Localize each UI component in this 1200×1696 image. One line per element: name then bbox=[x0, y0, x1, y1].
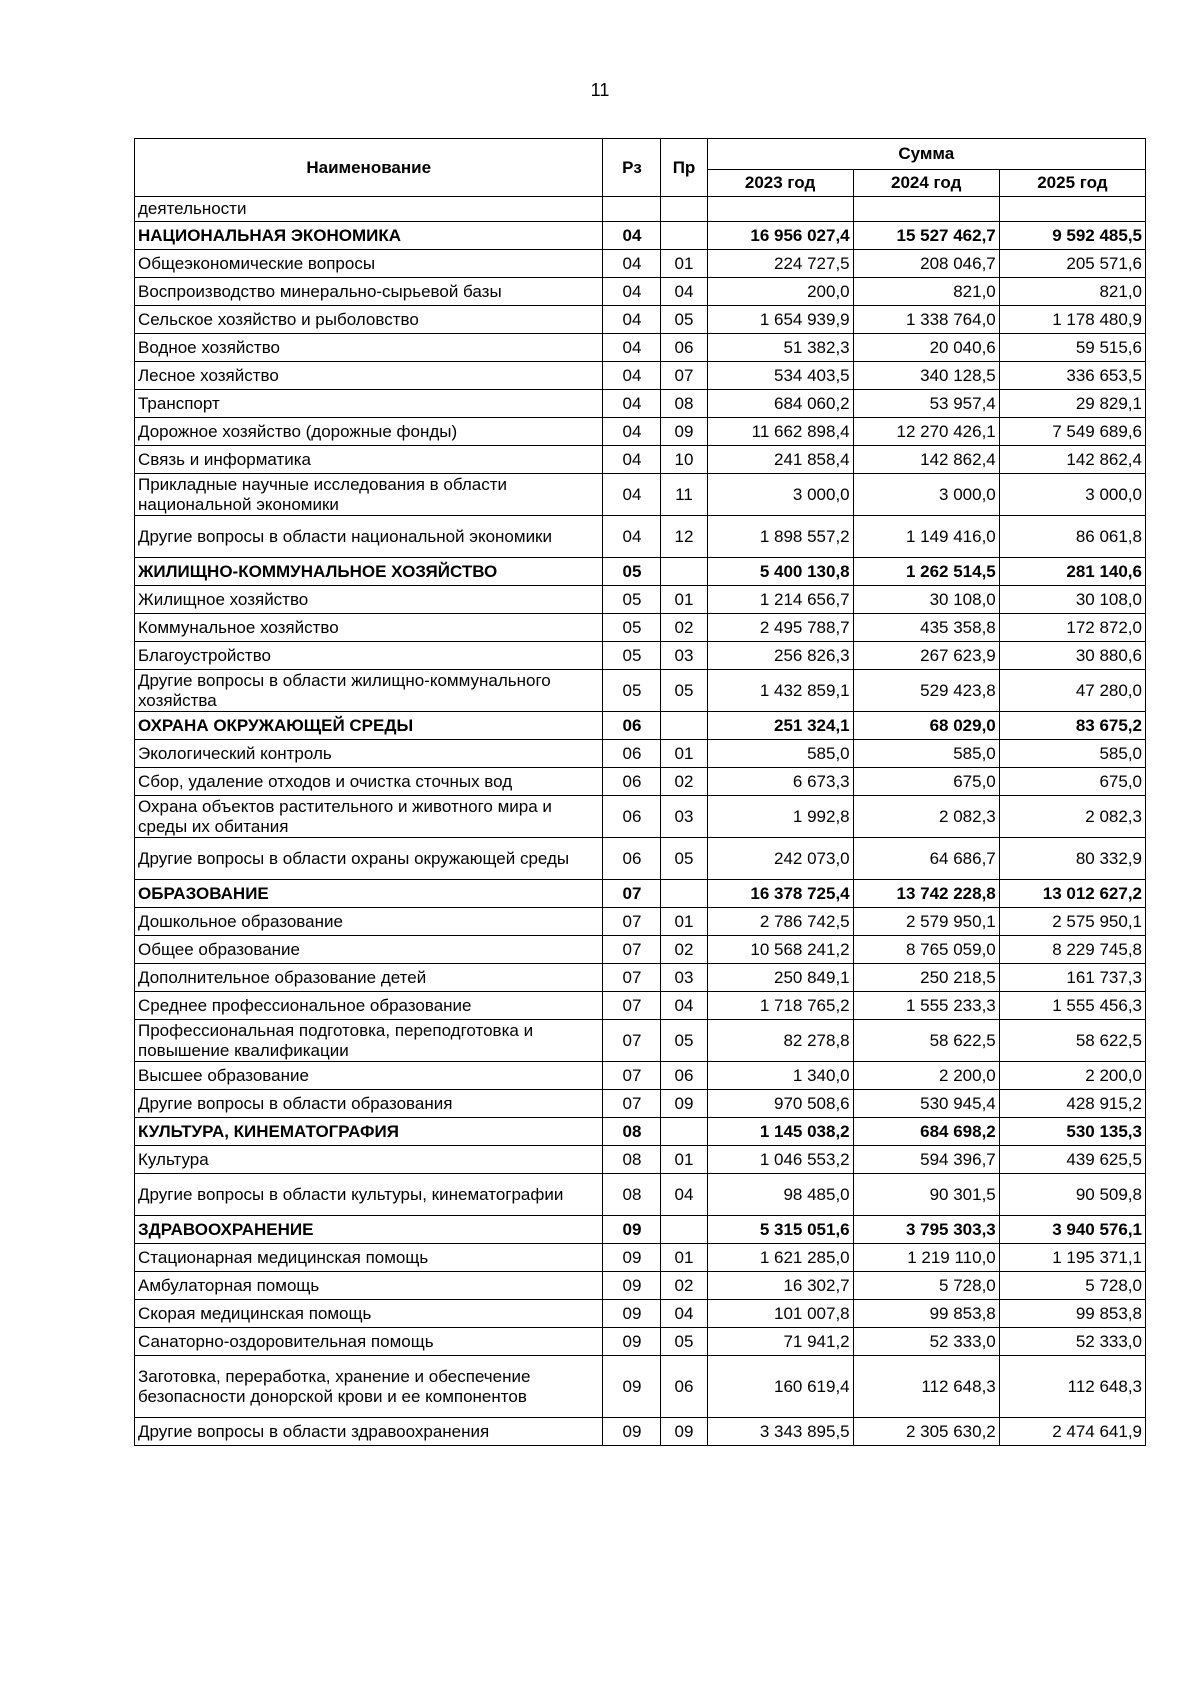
sum-2025-cell: 1 178 480,9 bbox=[999, 306, 1145, 334]
pr-cell: 02 bbox=[661, 768, 707, 796]
rz-cell bbox=[603, 197, 661, 222]
rz-cell: 06 bbox=[603, 768, 661, 796]
table-row bbox=[135, 516, 1146, 558]
sum-2023-cell: 3 343 895,5 bbox=[707, 1418, 853, 1446]
table-row bbox=[135, 197, 1146, 222]
rz-cell: 07 bbox=[603, 1020, 661, 1062]
pr-cell bbox=[661, 712, 707, 740]
name-cell: Профессиональная подготовка, переподготовка и повышение квалификации bbox=[135, 1020, 603, 1062]
table-row bbox=[135, 936, 1146, 964]
sum-2025-cell: 3 000,0 bbox=[999, 474, 1145, 516]
sum-2025-cell: 821,0 bbox=[999, 278, 1145, 306]
table-row bbox=[135, 768, 1146, 796]
sum-2023-cell: 1 046 553,2 bbox=[707, 1146, 853, 1174]
table-row bbox=[135, 670, 1146, 712]
pr-cell: 02 bbox=[661, 1272, 707, 1300]
pr-cell: 10 bbox=[661, 446, 707, 474]
sum-2023-cell: 3 000,0 bbox=[707, 474, 853, 516]
name-cell: Высшее образование bbox=[135, 1062, 603, 1090]
sum-2024-cell: 340 128,5 bbox=[853, 362, 999, 390]
sum-2023-cell: 11 662 898,4 bbox=[707, 418, 853, 446]
rz-cell: 06 bbox=[603, 740, 661, 768]
rz-cell: 07 bbox=[603, 908, 661, 936]
pr-cell: 04 bbox=[661, 278, 707, 306]
table-body bbox=[135, 197, 1146, 1446]
name-cell: Прикладные научные исследования в области национальной экономики bbox=[135, 474, 603, 516]
rz-cell: 04 bbox=[603, 306, 661, 334]
table-row bbox=[135, 992, 1146, 1020]
sum-2025-cell: 112 648,3 bbox=[999, 1356, 1145, 1418]
table-row bbox=[135, 362, 1146, 390]
sum-2023-cell: 684 060,2 bbox=[707, 390, 853, 418]
sum-2024-cell: 2 082,3 bbox=[853, 796, 999, 838]
sum-2024-cell: 2 305 630,2 bbox=[853, 1418, 999, 1446]
name-cell: Санаторно-оздоровительная помощь bbox=[135, 1328, 603, 1356]
sum-2024-cell: 8 765 059,0 bbox=[853, 936, 999, 964]
name-cell: Транспорт bbox=[135, 390, 603, 418]
rz-cell: 06 bbox=[603, 712, 661, 740]
name-cell: Стационарная медицинская помощь bbox=[135, 1244, 603, 1272]
sum-2023-cell: 250 849,1 bbox=[707, 964, 853, 992]
name-cell: Жилищное хозяйство bbox=[135, 586, 603, 614]
pr-cell bbox=[661, 880, 707, 908]
table-row bbox=[135, 740, 1146, 768]
table-row bbox=[135, 1328, 1146, 1356]
rz-cell: 07 bbox=[603, 936, 661, 964]
sum-2023-cell: 534 403,5 bbox=[707, 362, 853, 390]
sum-2023-cell: 1 432 859,1 bbox=[707, 670, 853, 712]
sum-2023-cell: 2 495 788,7 bbox=[707, 614, 853, 642]
name-cell: Другие вопросы в области охраны окружающей среды bbox=[135, 838, 603, 880]
sum-2023-cell: 970 508,6 bbox=[707, 1090, 853, 1118]
sum-2023-cell: 6 673,3 bbox=[707, 768, 853, 796]
rz-cell: 09 bbox=[603, 1328, 661, 1356]
sum-2023-cell: 251 324,1 bbox=[707, 712, 853, 740]
pr-cell bbox=[661, 197, 707, 222]
sum-2024-cell: 68 029,0 bbox=[853, 712, 999, 740]
rz-cell: 06 bbox=[603, 838, 661, 880]
sum-2024-cell: 1 338 764,0 bbox=[853, 306, 999, 334]
pr-cell: 01 bbox=[661, 586, 707, 614]
name-cell: Экологический контроль bbox=[135, 740, 603, 768]
sum-2025-cell: 675,0 bbox=[999, 768, 1145, 796]
sum-2024-cell: 208 046,7 bbox=[853, 250, 999, 278]
sum-2025-cell: 29 829,1 bbox=[999, 390, 1145, 418]
sum-2023-cell: 82 278,8 bbox=[707, 1020, 853, 1062]
sum-2025-cell: 83 675,2 bbox=[999, 712, 1145, 740]
name-cell: Культура bbox=[135, 1146, 603, 1174]
rz-cell: 09 bbox=[603, 1216, 661, 1244]
pr-cell: 05 bbox=[661, 1328, 707, 1356]
pr-cell: 06 bbox=[661, 334, 707, 362]
sum-2024-cell: 594 396,7 bbox=[853, 1146, 999, 1174]
table-row bbox=[135, 1356, 1146, 1418]
sum-2023-cell: 16 956 027,4 bbox=[707, 222, 853, 250]
sum-2024-cell: 1 149 416,0 bbox=[853, 516, 999, 558]
rz-cell: 09 bbox=[603, 1272, 661, 1300]
table-row bbox=[135, 1418, 1146, 1446]
header-year-2024: 2024 год bbox=[853, 170, 999, 197]
name-cell: ОБРАЗОВАНИЕ bbox=[135, 880, 603, 908]
name-cell: деятельности bbox=[135, 197, 603, 222]
sum-2024-cell: 435 358,8 bbox=[853, 614, 999, 642]
name-cell: Сбор, удаление отходов и очистка сточных вод bbox=[135, 768, 603, 796]
sum-2023-cell: 1 718 765,2 bbox=[707, 992, 853, 1020]
table-row bbox=[135, 1146, 1146, 1174]
pr-cell: 03 bbox=[661, 964, 707, 992]
sum-2025-cell: 99 853,8 bbox=[999, 1300, 1145, 1328]
name-cell: ОХРАНА ОКРУЖАЮЩЕЙ СРЕДЫ bbox=[135, 712, 603, 740]
pr-cell: 02 bbox=[661, 614, 707, 642]
name-cell: Дошкольное образование bbox=[135, 908, 603, 936]
sum-2023-cell: 5 315 051,6 bbox=[707, 1216, 853, 1244]
sum-2023-cell: 5 400 130,8 bbox=[707, 558, 853, 586]
sum-2025-cell: 59 515,6 bbox=[999, 334, 1145, 362]
sum-2025-cell: 585,0 bbox=[999, 740, 1145, 768]
sum-2023-cell: 1 992,8 bbox=[707, 796, 853, 838]
rz-cell: 07 bbox=[603, 964, 661, 992]
sum-2025-cell: 58 622,5 bbox=[999, 1020, 1145, 1062]
section-row bbox=[135, 222, 1146, 250]
rz-cell: 07 bbox=[603, 1090, 661, 1118]
sum-2025-cell: 1 555 456,3 bbox=[999, 992, 1145, 1020]
rz-cell: 08 bbox=[603, 1174, 661, 1216]
pr-cell: 03 bbox=[661, 796, 707, 838]
sum-2024-cell: 90 301,5 bbox=[853, 1174, 999, 1216]
sum-2025-cell: 80 332,9 bbox=[999, 838, 1145, 880]
pr-cell: 03 bbox=[661, 642, 707, 670]
rz-cell: 07 bbox=[603, 992, 661, 1020]
sum-2023-cell: 241 858,4 bbox=[707, 446, 853, 474]
sum-2025-cell bbox=[999, 197, 1145, 222]
rz-cell: 05 bbox=[603, 558, 661, 586]
sum-2024-cell: 3 000,0 bbox=[853, 474, 999, 516]
table-row bbox=[135, 586, 1146, 614]
header-name: Наименование bbox=[135, 139, 603, 197]
sum-2023-cell: 71 941,2 bbox=[707, 1328, 853, 1356]
sum-2023-cell: 16 378 725,4 bbox=[707, 880, 853, 908]
sum-2023-cell: 224 727,5 bbox=[707, 250, 853, 278]
sum-2025-cell: 47 280,0 bbox=[999, 670, 1145, 712]
sum-2024-cell: 684 698,2 bbox=[853, 1118, 999, 1146]
sum-2025-cell: 530 135,3 bbox=[999, 1118, 1145, 1146]
sum-2024-cell: 2 579 950,1 bbox=[853, 908, 999, 936]
rz-cell: 08 bbox=[603, 1118, 661, 1146]
sum-2023-cell: 160 619,4 bbox=[707, 1356, 853, 1418]
sum-2023-cell: 585,0 bbox=[707, 740, 853, 768]
table-row bbox=[135, 964, 1146, 992]
name-cell: Коммунальное хозяйство bbox=[135, 614, 603, 642]
sum-2024-cell: 142 862,4 bbox=[853, 446, 999, 474]
sum-2024-cell: 530 945,4 bbox=[853, 1090, 999, 1118]
sum-2025-cell: 428 915,2 bbox=[999, 1090, 1145, 1118]
sum-2023-cell: 256 826,3 bbox=[707, 642, 853, 670]
sum-2024-cell: 2 200,0 bbox=[853, 1062, 999, 1090]
name-cell: Дорожное хозяйство (дорожные фонды) bbox=[135, 418, 603, 446]
sum-2024-cell: 821,0 bbox=[853, 278, 999, 306]
pr-cell: 01 bbox=[661, 908, 707, 936]
sum-2025-cell: 161 737,3 bbox=[999, 964, 1145, 992]
sum-2025-cell: 2 474 641,9 bbox=[999, 1418, 1145, 1446]
pr-cell: 11 bbox=[661, 474, 707, 516]
sum-2025-cell: 30 880,6 bbox=[999, 642, 1145, 670]
table-row bbox=[135, 418, 1146, 446]
name-cell: Другие вопросы в области здравоохранения bbox=[135, 1418, 603, 1446]
pr-cell: 06 bbox=[661, 1062, 707, 1090]
header-year-2023: 2023 год bbox=[707, 170, 853, 197]
pr-cell bbox=[661, 558, 707, 586]
rz-cell: 09 bbox=[603, 1244, 661, 1272]
sum-2023-cell: 2 786 742,5 bbox=[707, 908, 853, 936]
section-row bbox=[135, 712, 1146, 740]
rz-cell: 05 bbox=[603, 586, 661, 614]
name-cell: Водное хозяйство bbox=[135, 334, 603, 362]
pr-cell: 09 bbox=[661, 418, 707, 446]
pr-cell: 05 bbox=[661, 1020, 707, 1062]
table-row bbox=[135, 1090, 1146, 1118]
section-row bbox=[135, 880, 1146, 908]
rz-cell: 05 bbox=[603, 670, 661, 712]
pr-cell: 01 bbox=[661, 740, 707, 768]
name-cell: ЖИЛИЩНО-КОММУНАЛЬНОЕ ХОЗЯЙСТВО bbox=[135, 558, 603, 586]
sum-2024-cell: 675,0 bbox=[853, 768, 999, 796]
header-pr: Пр bbox=[661, 139, 707, 197]
pr-cell bbox=[661, 222, 707, 250]
pr-cell: 08 bbox=[661, 390, 707, 418]
sum-2024-cell bbox=[853, 197, 999, 222]
pr-cell: 01 bbox=[661, 1244, 707, 1272]
rz-cell: 04 bbox=[603, 362, 661, 390]
table-row bbox=[135, 908, 1146, 936]
pr-cell: 04 bbox=[661, 1300, 707, 1328]
table-row bbox=[135, 250, 1146, 278]
table-row bbox=[135, 614, 1146, 642]
header-sum: Сумма bbox=[707, 139, 1145, 170]
header-rz: Рз bbox=[603, 139, 661, 197]
name-cell: Другие вопросы в области культуры, кинематографии bbox=[135, 1174, 603, 1216]
section-row bbox=[135, 558, 1146, 586]
name-cell: Среднее профессиональное образование bbox=[135, 992, 603, 1020]
sum-2024-cell: 13 742 228,8 bbox=[853, 880, 999, 908]
rz-cell: 07 bbox=[603, 1062, 661, 1090]
sum-2025-cell: 7 549 689,6 bbox=[999, 418, 1145, 446]
rz-cell: 09 bbox=[603, 1356, 661, 1418]
rz-cell: 04 bbox=[603, 250, 661, 278]
table-row bbox=[135, 390, 1146, 418]
rz-cell: 04 bbox=[603, 390, 661, 418]
pr-cell: 09 bbox=[661, 1090, 707, 1118]
sum-2023-cell: 1 145 038,2 bbox=[707, 1118, 853, 1146]
sum-2023-cell: 200,0 bbox=[707, 278, 853, 306]
name-cell: Амбулаторная помощь bbox=[135, 1272, 603, 1300]
rz-cell: 09 bbox=[603, 1300, 661, 1328]
name-cell: Другие вопросы в области образования bbox=[135, 1090, 603, 1118]
header-year-2025: 2025 год bbox=[999, 170, 1145, 197]
sum-2024-cell: 20 040,6 bbox=[853, 334, 999, 362]
pr-cell: 01 bbox=[661, 250, 707, 278]
pr-cell: 05 bbox=[661, 670, 707, 712]
pr-cell bbox=[661, 1118, 707, 1146]
name-cell: ЗДРАВООХРАНЕНИЕ bbox=[135, 1216, 603, 1244]
name-cell: КУЛЬТУРА, КИНЕМАТОГРАФИЯ bbox=[135, 1118, 603, 1146]
rz-cell: 04 bbox=[603, 474, 661, 516]
sum-2025-cell: 336 653,5 bbox=[999, 362, 1145, 390]
rz-cell: 04 bbox=[603, 334, 661, 362]
name-cell: Сельское хозяйство и рыболовство bbox=[135, 306, 603, 334]
table-row bbox=[135, 1020, 1146, 1062]
sum-2024-cell: 12 270 426,1 bbox=[853, 418, 999, 446]
sum-2023-cell: 16 302,7 bbox=[707, 1272, 853, 1300]
section-row bbox=[135, 1216, 1146, 1244]
sum-2025-cell: 2 575 950,1 bbox=[999, 908, 1145, 936]
name-cell: Охрана объектов растительного и животного мира и среды их обитания bbox=[135, 796, 603, 838]
sum-2023-cell bbox=[707, 197, 853, 222]
table-row bbox=[135, 642, 1146, 670]
sum-2024-cell: 1 262 514,5 bbox=[853, 558, 999, 586]
rz-cell: 05 bbox=[603, 642, 661, 670]
table-row bbox=[135, 1174, 1146, 1216]
sum-2025-cell: 9 592 485,5 bbox=[999, 222, 1145, 250]
name-cell: Другие вопросы в области национальной экономики bbox=[135, 516, 603, 558]
sum-2023-cell: 1 340,0 bbox=[707, 1062, 853, 1090]
rz-cell: 04 bbox=[603, 446, 661, 474]
sum-2025-cell: 2 082,3 bbox=[999, 796, 1145, 838]
table-row bbox=[135, 1062, 1146, 1090]
sum-2025-cell: 8 229 745,8 bbox=[999, 936, 1145, 964]
table-row bbox=[135, 796, 1146, 838]
sum-2024-cell: 30 108,0 bbox=[853, 586, 999, 614]
sum-2025-cell: 142 862,4 bbox=[999, 446, 1145, 474]
sum-2024-cell: 250 218,5 bbox=[853, 964, 999, 992]
sum-2024-cell: 267 623,9 bbox=[853, 642, 999, 670]
sum-2024-cell: 58 622,5 bbox=[853, 1020, 999, 1062]
sum-2025-cell: 2 200,0 bbox=[999, 1062, 1145, 1090]
pr-cell: 07 bbox=[661, 362, 707, 390]
rz-cell: 06 bbox=[603, 796, 661, 838]
table-header bbox=[135, 139, 1146, 197]
name-cell: НАЦИОНАЛЬНАЯ ЭКОНОМИКА bbox=[135, 222, 603, 250]
sum-2023-cell: 10 568 241,2 bbox=[707, 936, 853, 964]
sum-2024-cell: 53 957,4 bbox=[853, 390, 999, 418]
pr-cell: 05 bbox=[661, 838, 707, 880]
pr-cell: 04 bbox=[661, 992, 707, 1020]
sum-2023-cell: 98 485,0 bbox=[707, 1174, 853, 1216]
rz-cell: 08 bbox=[603, 1146, 661, 1174]
name-cell: Связь и информатика bbox=[135, 446, 603, 474]
name-cell: Воспроизводство минерально-сырьевой базы bbox=[135, 278, 603, 306]
sum-2024-cell: 529 423,8 bbox=[853, 670, 999, 712]
sum-2023-cell: 1 898 557,2 bbox=[707, 516, 853, 558]
sum-2023-cell: 1 621 285,0 bbox=[707, 1244, 853, 1272]
sum-2023-cell: 242 073,0 bbox=[707, 838, 853, 880]
sum-2023-cell: 1 214 656,7 bbox=[707, 586, 853, 614]
rz-cell: 04 bbox=[603, 516, 661, 558]
section-row bbox=[135, 1118, 1146, 1146]
pr-cell: 12 bbox=[661, 516, 707, 558]
rz-cell: 04 bbox=[603, 222, 661, 250]
pr-cell bbox=[661, 1216, 707, 1244]
pr-cell: 04 bbox=[661, 1174, 707, 1216]
table-row bbox=[135, 474, 1146, 516]
sum-2023-cell: 101 007,8 bbox=[707, 1300, 853, 1328]
sum-2024-cell: 5 728,0 bbox=[853, 1272, 999, 1300]
name-cell: Заготовка, переработка, хранение и обеспечение безопасности донорской крови и ее компонентов bbox=[135, 1356, 603, 1418]
name-cell: Благоустройство bbox=[135, 642, 603, 670]
sum-2025-cell: 205 571,6 bbox=[999, 250, 1145, 278]
sum-2025-cell: 13 012 627,2 bbox=[999, 880, 1145, 908]
sum-2025-cell: 281 140,6 bbox=[999, 558, 1145, 586]
sum-2025-cell: 86 061,8 bbox=[999, 516, 1145, 558]
sum-2024-cell: 3 795 303,3 bbox=[853, 1216, 999, 1244]
name-cell: Общее образование bbox=[135, 936, 603, 964]
sum-2024-cell: 15 527 462,7 bbox=[853, 222, 999, 250]
sum-2024-cell: 52 333,0 bbox=[853, 1328, 999, 1356]
sum-2023-cell: 1 654 939,9 bbox=[707, 306, 853, 334]
sum-2025-cell: 5 728,0 bbox=[999, 1272, 1145, 1300]
sum-2024-cell: 585,0 bbox=[853, 740, 999, 768]
pr-cell: 06 bbox=[661, 1356, 707, 1418]
name-cell: Лесное хозяйство bbox=[135, 362, 603, 390]
rz-cell: 05 bbox=[603, 614, 661, 642]
pr-cell: 02 bbox=[661, 936, 707, 964]
rz-cell: 04 bbox=[603, 278, 661, 306]
sum-2025-cell: 172 872,0 bbox=[999, 614, 1145, 642]
name-cell: Дополнительное образование детей bbox=[135, 964, 603, 992]
rz-cell: 07 bbox=[603, 880, 661, 908]
name-cell: Скорая медицинская помощь bbox=[135, 1300, 603, 1328]
pr-cell: 01 bbox=[661, 1146, 707, 1174]
sum-2025-cell: 3 940 576,1 bbox=[999, 1216, 1145, 1244]
pr-cell: 05 bbox=[661, 306, 707, 334]
sum-2025-cell: 90 509,8 bbox=[999, 1174, 1145, 1216]
sum-2024-cell: 99 853,8 bbox=[853, 1300, 999, 1328]
table-row bbox=[135, 278, 1146, 306]
sum-2025-cell: 30 108,0 bbox=[999, 586, 1145, 614]
name-cell: Другие вопросы в области жилищно-коммунального хозяйства bbox=[135, 670, 603, 712]
rz-cell: 09 bbox=[603, 1418, 661, 1446]
sum-2025-cell: 439 625,5 bbox=[999, 1146, 1145, 1174]
table-row bbox=[135, 334, 1146, 362]
budget-table bbox=[134, 138, 1146, 1446]
sum-2024-cell: 1 555 233,3 bbox=[853, 992, 999, 1020]
table-row bbox=[135, 446, 1146, 474]
name-cell: Общеэкономические вопросы bbox=[135, 250, 603, 278]
table-row bbox=[135, 1244, 1146, 1272]
table-row bbox=[135, 1300, 1146, 1328]
pr-cell: 09 bbox=[661, 1418, 707, 1446]
table-row bbox=[135, 1272, 1146, 1300]
rz-cell: 04 bbox=[603, 418, 661, 446]
sum-2024-cell: 1 219 110,0 bbox=[853, 1244, 999, 1272]
sum-2025-cell: 52 333,0 bbox=[999, 1328, 1145, 1356]
table-row bbox=[135, 838, 1146, 880]
table-row bbox=[135, 306, 1146, 334]
page-number: 11 bbox=[590, 80, 610, 100]
sum-2024-cell: 112 648,3 bbox=[853, 1356, 999, 1418]
sum-2025-cell: 1 195 371,1 bbox=[999, 1244, 1145, 1272]
sum-2024-cell: 64 686,7 bbox=[853, 838, 999, 880]
sum-2023-cell: 51 382,3 bbox=[707, 334, 853, 362]
